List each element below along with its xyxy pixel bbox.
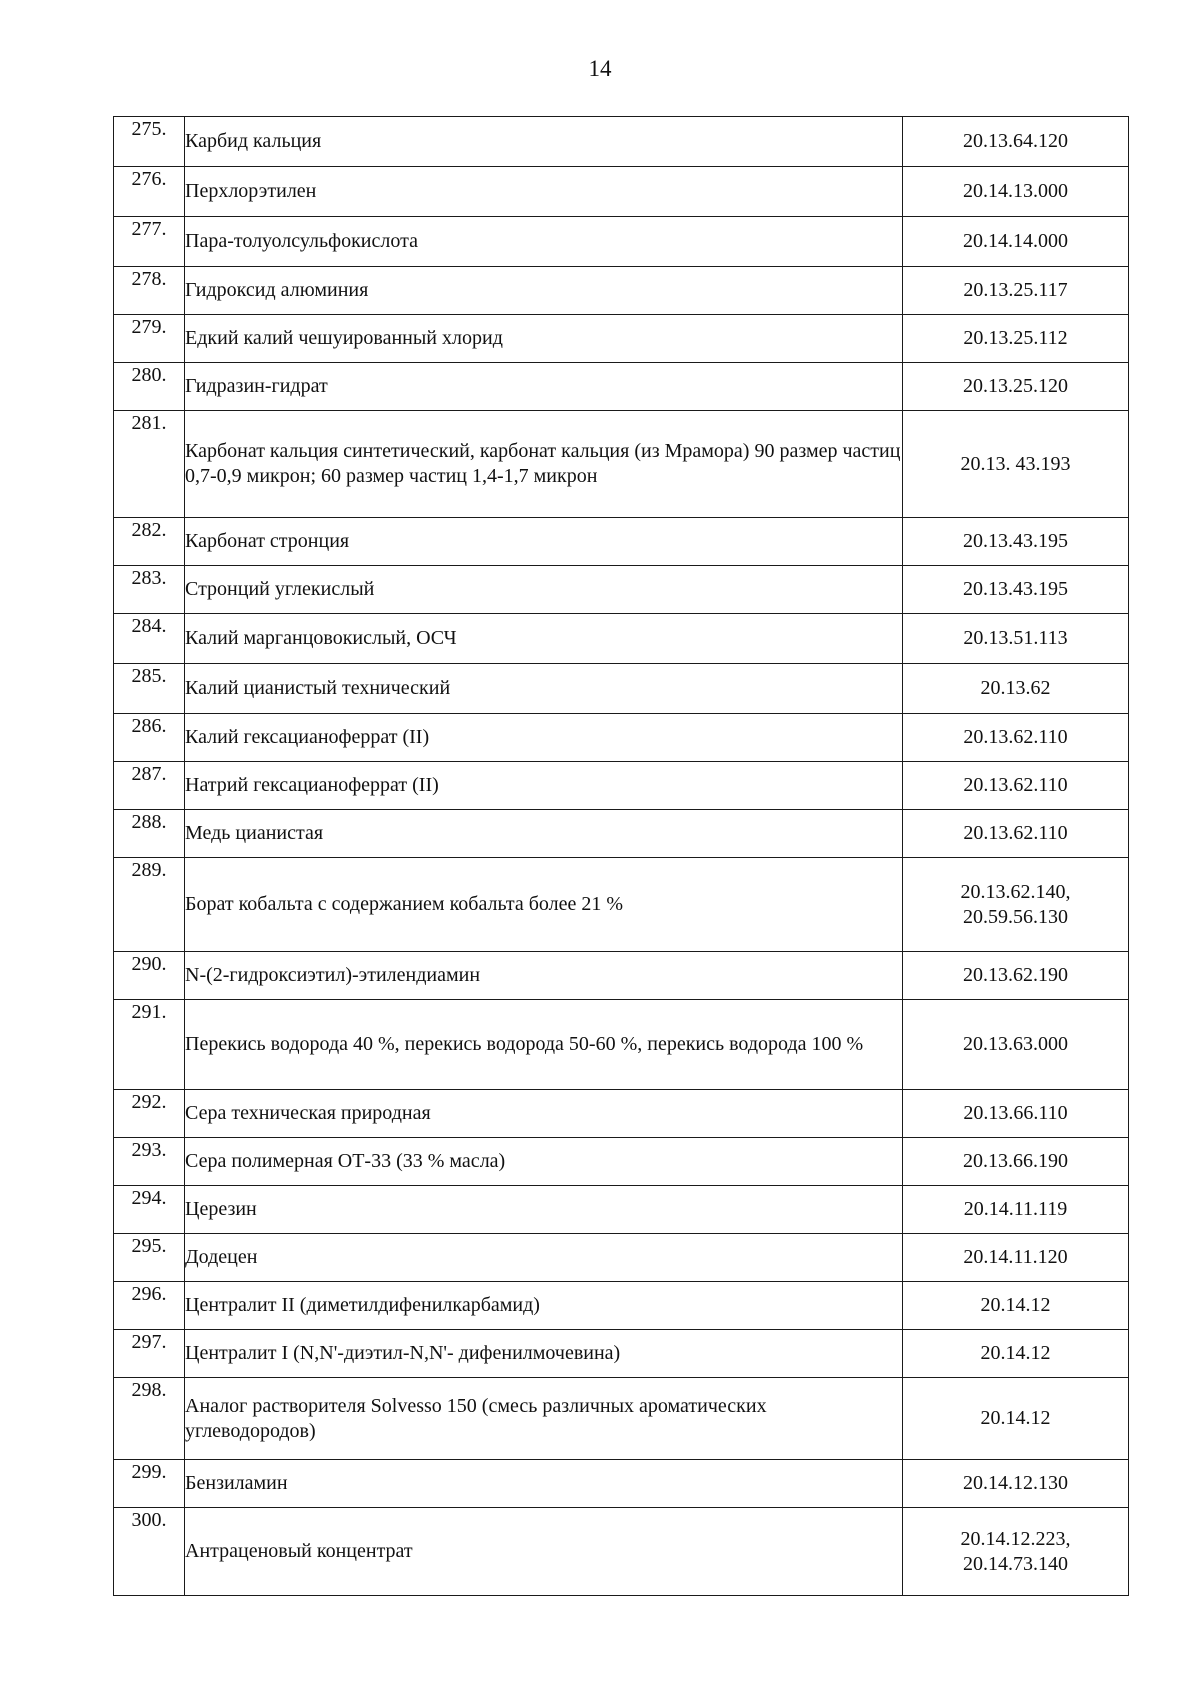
row-number: 283.: [114, 566, 185, 614]
okpd-code: 20.13.66.190: [963, 1150, 1068, 1172]
okpd-code-cell: [903, 1000, 1129, 1090]
row-number: 286.: [114, 714, 185, 762]
okpd-code: 20.14.14.000: [963, 230, 1068, 252]
table-row: [114, 1460, 1129, 1508]
table-row: [114, 315, 1129, 363]
table-row: [114, 1138, 1129, 1186]
okpd-code-cell: [903, 566, 1129, 614]
table-row: [114, 1000, 1129, 1090]
table-row: [114, 1330, 1129, 1378]
okpd-code-cell: [903, 518, 1129, 566]
okpd-code: 20.14.11.119: [963, 1198, 1068, 1220]
table-row: [114, 363, 1129, 411]
substance-name: Централит II (диметилдифенилкарбамид): [185, 1282, 903, 1330]
okpd-code-cell: [903, 167, 1129, 217]
okpd-code: 20.13.62.140,: [960, 880, 1071, 903]
okpd-code-cell: [903, 952, 1129, 1000]
substance-name: Перхлорэтилен: [185, 167, 903, 217]
row-number: 293.: [114, 1138, 185, 1186]
substance-name: Перекись водорода 40 %, перекись водорода 50-60 %, перекись водорода 100 %: [185, 1000, 903, 1090]
table-row: [114, 167, 1129, 217]
table-row: [114, 411, 1129, 518]
table-row: [114, 518, 1129, 566]
row-number: 300.: [114, 1508, 185, 1596]
okpd-code: 20.14.12: [980, 1407, 1051, 1429]
row-number: 298.: [114, 1378, 185, 1460]
okpd-code-cell: [903, 810, 1129, 858]
substance-name: Стронций углекислый: [185, 566, 903, 614]
okpd-code: 20.13. 43.193: [960, 452, 1071, 475]
table-row: [114, 1090, 1129, 1138]
table-row: [114, 952, 1129, 1000]
table-row: [114, 1508, 1129, 1596]
okpd-code: 20.14.11.120: [963, 1246, 1068, 1268]
substance-name: Пара-толуолсульфокислота: [185, 217, 903, 267]
substance-name: N-(2-гидроксиэтил)-этилендиамин: [185, 952, 903, 1000]
okpd-code: 20.14.12.130: [963, 1472, 1068, 1494]
okpd-code-cell: [903, 1138, 1129, 1186]
row-number: 289.: [114, 858, 185, 952]
substance-name: Сера техническая природная: [185, 1090, 903, 1138]
substance-name: Церезин: [185, 1186, 903, 1234]
table-row: [114, 1282, 1129, 1330]
row-number: 281.: [114, 411, 185, 518]
substance-name: Додецен: [185, 1234, 903, 1282]
row-number: 279.: [114, 315, 185, 363]
table-row: [114, 267, 1129, 315]
row-number: 296.: [114, 1282, 185, 1330]
table-row: [114, 714, 1129, 762]
substance-name: Карбид кальция: [185, 117, 903, 167]
row-number: 290.: [114, 952, 185, 1000]
okpd-code-cell: [903, 1378, 1129, 1460]
table-row: [114, 664, 1129, 714]
okpd-code: 20.13.64.120: [963, 130, 1068, 152]
okpd-code-cell: [903, 714, 1129, 762]
okpd-code: 20.13.62.110: [963, 726, 1068, 748]
table-row: [114, 217, 1129, 267]
row-number: 284.: [114, 614, 185, 664]
okpd-code: 20.13.43.195: [963, 530, 1068, 552]
table-row: [114, 810, 1129, 858]
substance-name: Бензиламин: [185, 1460, 903, 1508]
okpd-code: 20.13.62.190: [963, 964, 1068, 986]
okpd-code-cell: [903, 1460, 1129, 1508]
okpd-code: 20.13.62: [980, 677, 1051, 699]
table-row: [114, 858, 1129, 952]
substance-name: Калий марганцовокислый, ОСЧ: [185, 614, 903, 664]
okpd-code-cell: [903, 267, 1129, 315]
okpd-code: 20.13.62.110: [963, 774, 1068, 796]
substance-name: Аналог растворителя Solvesso 150 (смесь различных ароматических углеводородов): [185, 1378, 903, 1460]
okpd-code: 20.13.62.110: [963, 822, 1068, 844]
substance-name: Сера полимерная ОТ-33 (33 % масла): [185, 1138, 903, 1186]
okpd-code-cell: [903, 614, 1129, 664]
okpd-code: 20.14.13.000: [963, 180, 1068, 202]
okpd-code: 20.13.25.120: [963, 375, 1068, 397]
table-row: [114, 762, 1129, 810]
okpd-code-cell: [903, 217, 1129, 267]
substance-name: Медь цианистая: [185, 810, 903, 858]
okpd-code-cell: [903, 1508, 1129, 1596]
okpd-code: 20.13.25.112: [963, 327, 1068, 349]
row-number: 282.: [114, 518, 185, 566]
substance-name: Антраценовый концентрат: [185, 1508, 903, 1596]
okpd-code-cell: [903, 858, 1129, 952]
substance-name: Карбонат стронция: [185, 518, 903, 566]
okpd-code-cell: [903, 664, 1129, 714]
row-number: 277.: [114, 217, 185, 267]
okpd-code: 20.14.12.223,: [960, 1527, 1071, 1550]
okpd-code-cell: [903, 1186, 1129, 1234]
substances-table: [113, 116, 1129, 1596]
okpd-code: 20.14.12: [980, 1294, 1051, 1316]
substance-name: Гидроксид алюминия: [185, 267, 903, 315]
row-number: 297.: [114, 1330, 185, 1378]
row-number: 294.: [114, 1186, 185, 1234]
okpd-code-cell: [903, 363, 1129, 411]
row-number: 292.: [114, 1090, 185, 1138]
okpd-code-cell: [903, 1282, 1129, 1330]
okpd-code-cell: [903, 1330, 1129, 1378]
row-number: 280.: [114, 363, 185, 411]
okpd-code: 20.14.12: [980, 1342, 1051, 1364]
row-number: 285.: [114, 664, 185, 714]
table-row: [114, 1378, 1129, 1460]
substance-name: Карбонат кальция синтетический, карбонат кальция (из Мрамора) 90 размер частиц 0,7-0,9 микрон; 60 размер частиц 1,4-1,7 микрон: [185, 411, 903, 518]
substance-name: Калий гексацианоферрат (II): [185, 714, 903, 762]
row-number: 275.: [114, 117, 185, 167]
substance-name: Калий цианистый технический: [185, 664, 903, 714]
okpd-code-cell: [903, 315, 1129, 363]
table-row: [114, 117, 1129, 167]
table-row: [114, 1186, 1129, 1234]
row-number: 295.: [114, 1234, 185, 1282]
okpd-code: 20.14.73.140: [963, 1552, 1068, 1575]
okpd-code-cell: [903, 117, 1129, 167]
okpd-code-cell: [903, 1234, 1129, 1282]
row-number: 288.: [114, 810, 185, 858]
okpd-code-cell: [903, 411, 1129, 518]
substance-name: Борат кобальта с содержанием кобальта более 21 %: [185, 858, 903, 952]
okpd-code: 20.13.66.110: [963, 1102, 1068, 1124]
row-number: 276.: [114, 167, 185, 217]
okpd-code: 20.13.63.000: [963, 1033, 1068, 1055]
substance-name: Натрий гексацианоферрат (II): [185, 762, 903, 810]
okpd-code-cell: [903, 762, 1129, 810]
row-number: 299.: [114, 1460, 185, 1508]
substance-name: Едкий калий чешуированный хлорид: [185, 315, 903, 363]
row-number: 291.: [114, 1000, 185, 1090]
page-number: 14: [588, 56, 612, 81]
okpd-code-cell: [903, 1090, 1129, 1138]
table-row: [114, 566, 1129, 614]
row-number: 278.: [114, 267, 185, 315]
table-row: [114, 1234, 1129, 1282]
okpd-code: 20.13.25.117: [963, 279, 1068, 301]
substance-name: Гидразин-гидрат: [185, 363, 903, 411]
substance-name: Централит I (N,N'-диэтил-N,N'- дифенилмочевина): [185, 1330, 903, 1378]
okpd-code: 20.13.51.113: [963, 627, 1068, 649]
table-row: [114, 614, 1129, 664]
table-body: [114, 117, 1129, 1596]
row-number: 287.: [114, 762, 185, 810]
okpd-code: 20.13.43.195: [963, 578, 1068, 600]
okpd-code: 20.59.56.130: [963, 905, 1068, 928]
